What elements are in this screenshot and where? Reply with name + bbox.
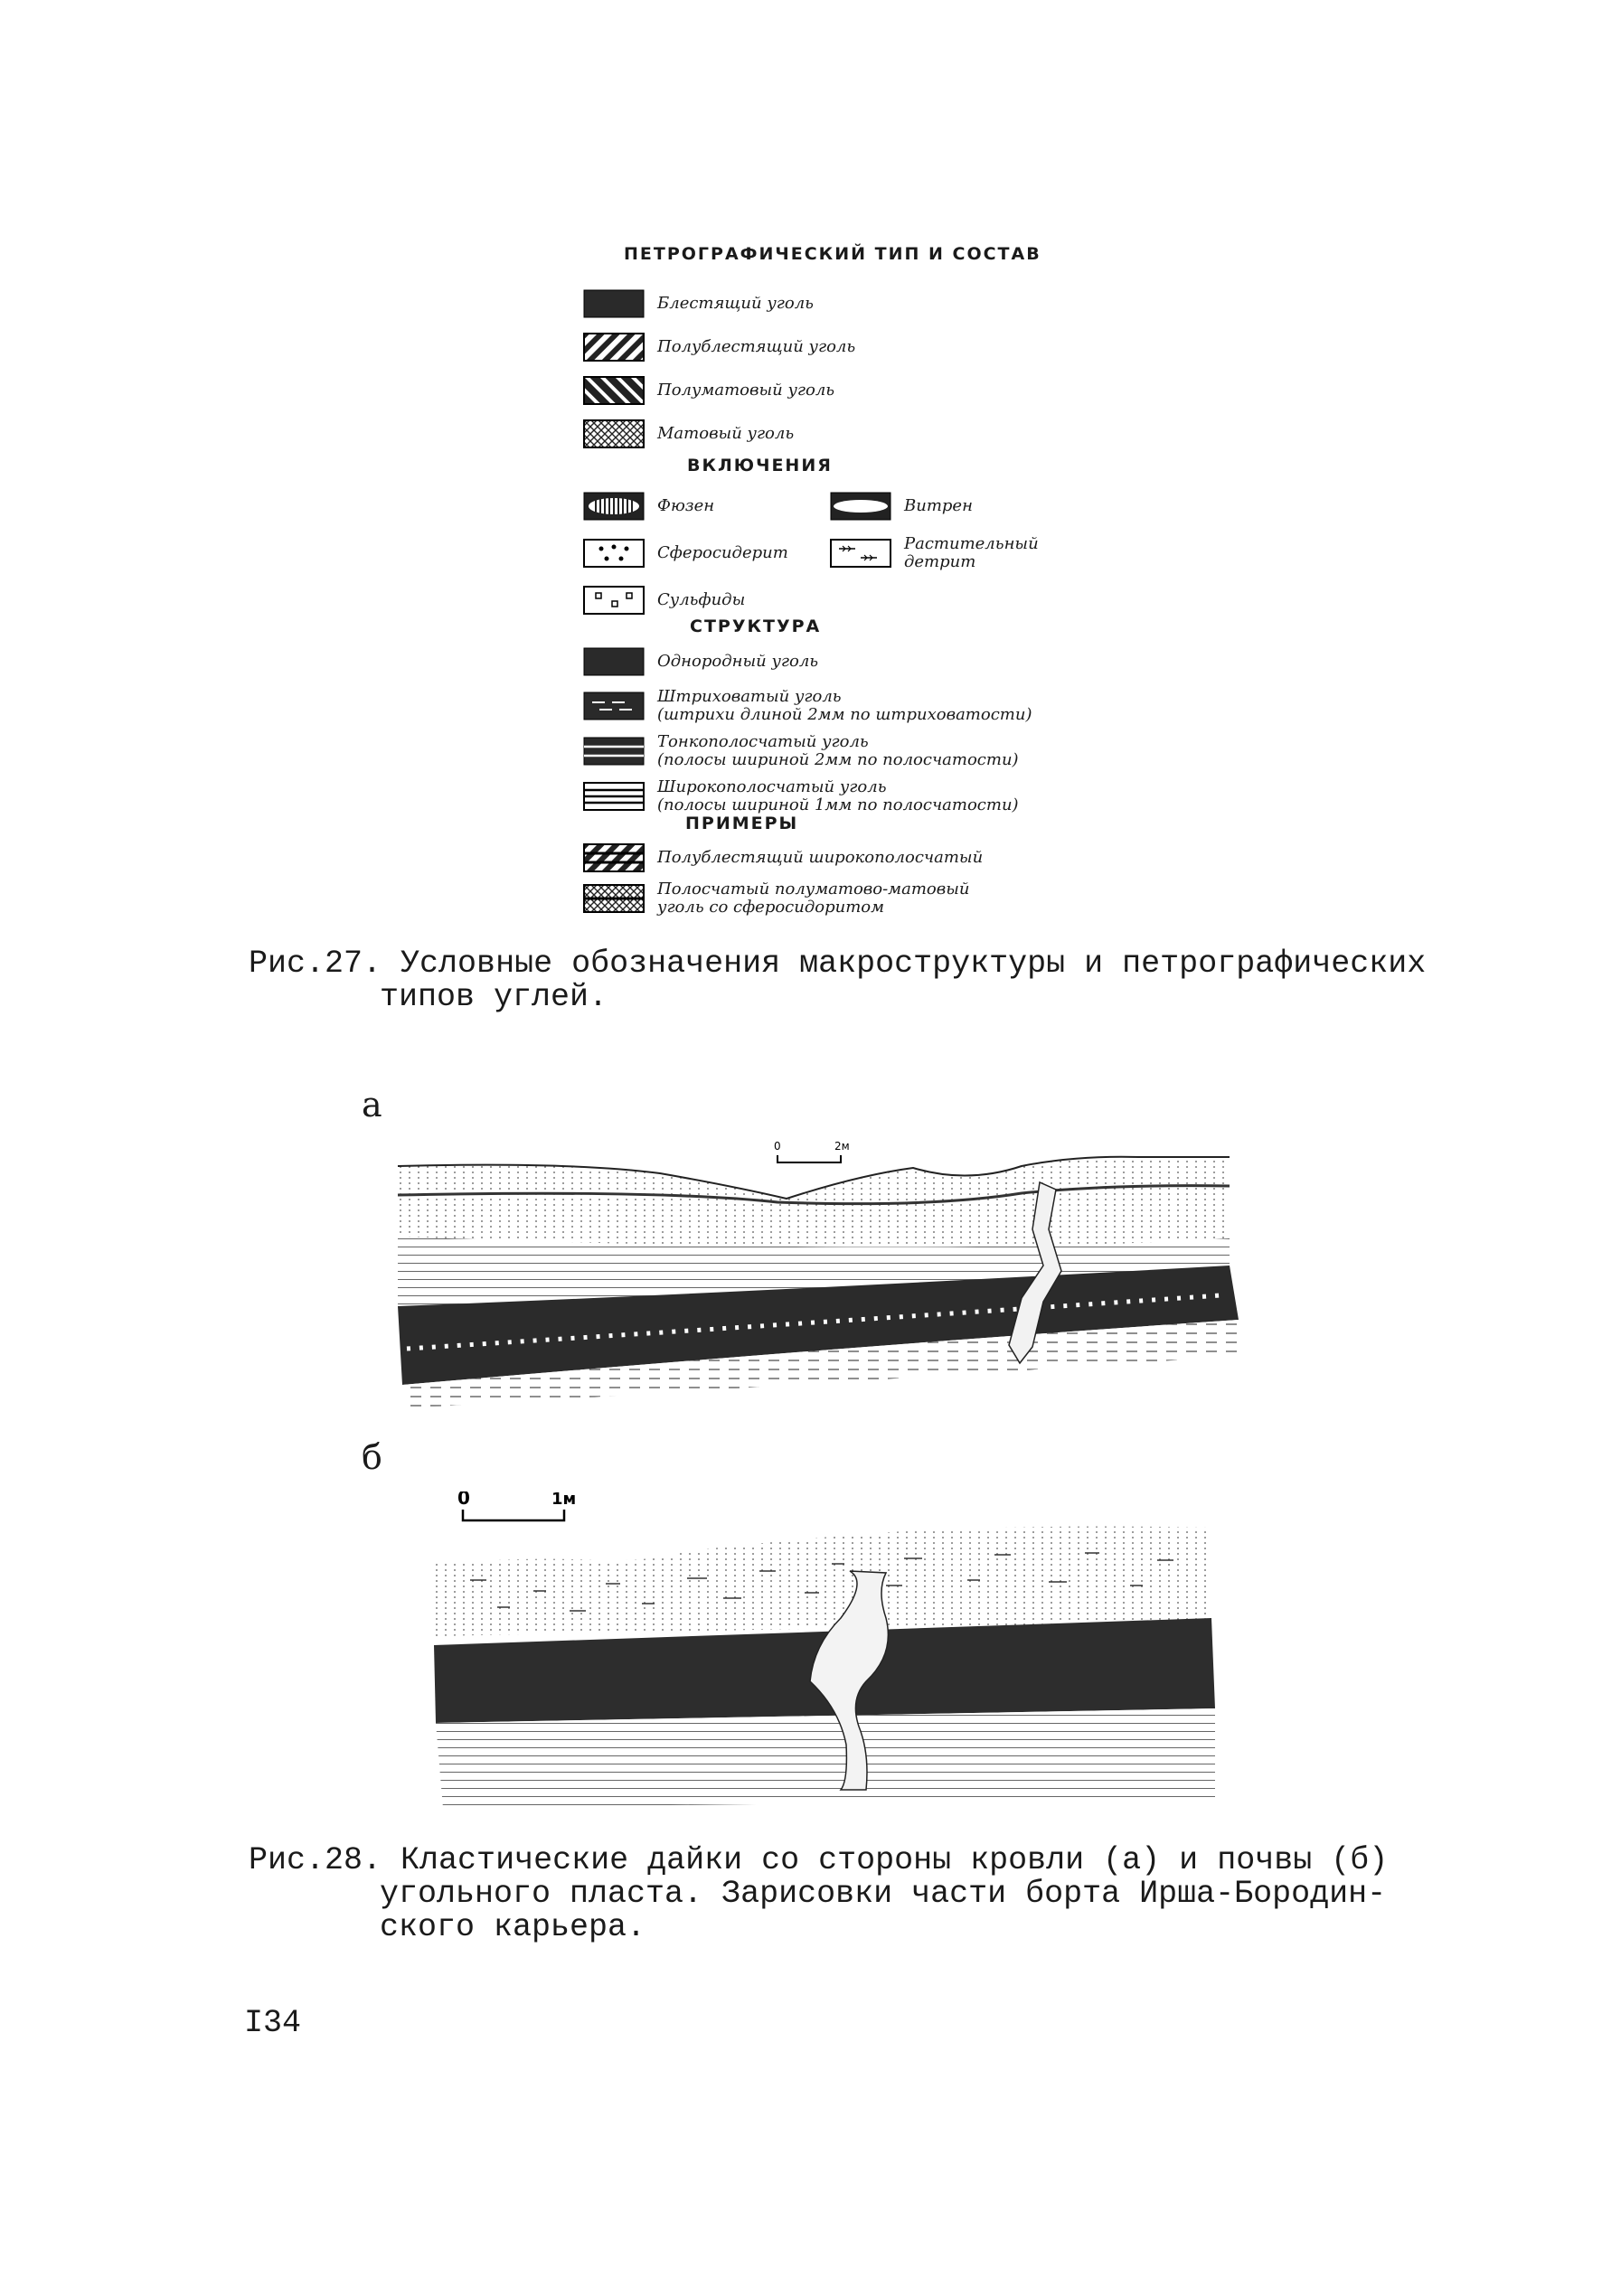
- petro-list: [583, 282, 855, 456]
- legend-note: (полосы шириной 2мм по полосчатости): [657, 750, 1019, 769]
- swatch-thin-banded: [583, 737, 645, 766]
- legend-item-streaked: [583, 683, 1032, 729]
- swatch-vitrain: [830, 492, 891, 521]
- fig28-line1: Кластические дайки со стороны кровли (а) и почвы (б): [400, 1842, 1389, 1878]
- fig28-line2: угольного пласта. Зарисовки части борта Ирша-Бородин-: [380, 1876, 1387, 1912]
- inclusions-title: ВКЛЮЧЕНИЯ: [687, 456, 833, 475]
- legend-label: Сульфиды: [657, 590, 746, 609]
- scale-a-end: 2м: [834, 1140, 850, 1153]
- legend-item-thin-banded: [583, 729, 1032, 774]
- floor-layer-b: [436, 1708, 1215, 1808]
- legend-example-1: [583, 839, 983, 877]
- swatch-wide-banded: [583, 782, 645, 811]
- legend-item-semidull-coal: [583, 369, 855, 412]
- legend-label: Сферосидерит: [657, 543, 788, 562]
- legend-item-vitrain: [830, 483, 1067, 530]
- fig27-number: Рис.27.: [249, 946, 382, 982]
- inclusions-left: [583, 483, 788, 624]
- swatch-semibright-coal: [583, 333, 645, 362]
- structure-list: [583, 640, 1032, 819]
- fig28-line3: ского карьера.: [380, 1909, 646, 1945]
- swatch-semidull-coal: [583, 376, 645, 405]
- swatch-fusain: [583, 492, 645, 521]
- legend-label: Витрен: [904, 496, 973, 515]
- legend-label: Полуматовый уголь: [657, 381, 835, 400]
- scale-bar-a: [774, 1140, 850, 1162]
- legend-label: Тонкополосчатый уголь: [657, 732, 869, 751]
- scale-b-end: 1м: [551, 1491, 577, 1509]
- inclusions-right: [830, 483, 1067, 577]
- legend-item-wide-banded: [583, 774, 1032, 819]
- fig27-line1: Условные обозначения макроструктуры и петрографических: [400, 946, 1427, 982]
- legend-label: Однородный уголь: [657, 652, 819, 671]
- legend-label: Растительный детрит: [904, 534, 1039, 571]
- scale-b-zero: 0: [457, 1491, 470, 1509]
- swatch-plant-detritus: [830, 539, 891, 568]
- scale-bar-b: [457, 1491, 576, 1520]
- legend-label: Полосчатый полуматово-матовый: [657, 880, 970, 899]
- legend-note: уголь со сферосидоритом: [657, 898, 885, 917]
- sand-layer: [398, 1157, 1230, 1247]
- swatch-sulfides: [583, 586, 645, 615]
- swatch-spherosiderite: [583, 539, 645, 568]
- fig28-label-b: б: [362, 1437, 382, 1477]
- structure-title: СТРУКТУРА: [690, 616, 822, 636]
- fig28-caption: [249, 1844, 1478, 1944]
- legend-item-bright-coal: [583, 282, 855, 325]
- swatch-example-banded-dull: [583, 884, 645, 913]
- scale-a-zero: 0: [774, 1140, 781, 1153]
- legend-item-spherosiderite: [583, 530, 788, 577]
- legend-example-2: [583, 877, 983, 920]
- legend-item-semibright-coal: [583, 325, 855, 369]
- fig27-caption: [249, 947, 1478, 1014]
- legend-item-homogeneous: [583, 640, 1032, 683]
- swatch-streaked: [583, 692, 645, 720]
- fig28-label-a: а: [362, 1085, 382, 1124]
- legend-note: (штрихи длиной 2мм по штриховатости): [657, 705, 1032, 724]
- legend-label: Фюзен: [657, 496, 715, 515]
- legend-label: Широкополосчатый уголь: [657, 777, 887, 796]
- swatch-example-semibright-wide: [583, 843, 645, 872]
- section-drawing-b: [416, 1491, 1248, 1826]
- swatch-bright-coal: [583, 289, 645, 318]
- legend-item-plant-detritus: [830, 530, 1067, 577]
- examples-title: ПРИМЕРЫ: [685, 814, 799, 833]
- fig27-line2: типов углей.: [380, 979, 608, 1015]
- legend-label: Полублестящий уголь: [657, 337, 856, 356]
- legend-label: Полублестящий широкополосчатый: [657, 848, 984, 867]
- roof-sand-b: [434, 1527, 1211, 1636]
- legend-title: ПЕТРОГРАФИЧЕСКИЙ ТИП И СОСТАВ: [624, 244, 1041, 264]
- swatch-dull-coal: [583, 419, 645, 448]
- legend-label: Штриховатый уголь: [657, 687, 842, 706]
- section-drawing-a: [389, 1121, 1257, 1428]
- legend-item-fusain: [583, 483, 788, 530]
- examples-list: [583, 839, 983, 920]
- legend-note: (полосы шириной 1мм по полосчатости): [657, 795, 1019, 814]
- fig28-number: Рис.28.: [249, 1842, 382, 1878]
- legend-label: Матовый уголь: [657, 424, 795, 443]
- swatch-homogeneous: [583, 647, 645, 676]
- legend-item-dull-coal: [583, 412, 855, 456]
- legend-label: Блестящий уголь: [657, 294, 814, 313]
- page-number: I34: [244, 2005, 302, 2041]
